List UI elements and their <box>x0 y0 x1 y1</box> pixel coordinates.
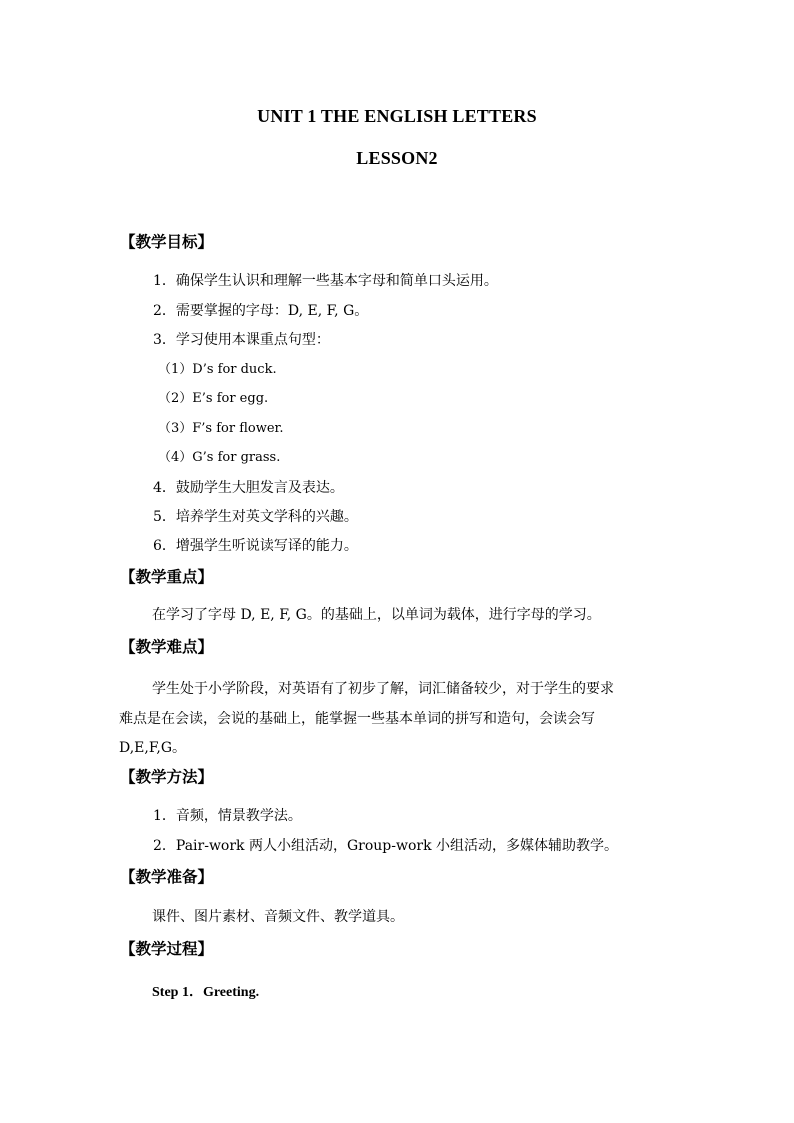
methods-heading: 【教学方法】 <box>120 768 214 786</box>
objective-item: 1．确保学生认识和理解一些基本字母和简单口头运用。 <box>153 273 498 289</box>
sentence-pattern-item: （3）F’s for flower. <box>158 421 284 436</box>
sentence-pattern-item: （2）E’s for egg. <box>158 391 269 406</box>
objective-item: 2．需要掌握的字母：D, E, F, G。 <box>153 303 369 319</box>
difficulties-line: 难点是在会读，会说的基础上，能掌握一些基本单词的拼写和造句，会读会写 <box>119 711 595 727</box>
objectives-heading: 【教学目标】 <box>120 233 214 251</box>
method-item: 1．音频，情景教学法。 <box>153 808 302 824</box>
method-item: 2．Pair-work 两人小组活动，Group-work 小组活动，多媒体辅助教学。 <box>153 838 619 854</box>
document-title: UNIT 1 THE ENGLISH LETTERS <box>257 106 537 126</box>
lesson-subtitle: LESSON2 <box>356 148 438 168</box>
objective-item: 5．培养学生对英文学科的兴趣。 <box>153 509 358 525</box>
preparation-heading: 【教学准备】 <box>120 868 214 886</box>
difficulties-line: 学生处于小学阶段，对英语有了初步了解，词汇储备较少，对于学生的要求 <box>152 681 614 697</box>
difficulties-heading: 【教学难点】 <box>120 638 214 656</box>
sentence-pattern-item: （1）D’s for duck. <box>158 362 277 377</box>
key-points-heading: 【教学重点】 <box>120 568 214 586</box>
objective-item: 6．增强学生听说读写译的能力。 <box>153 538 358 554</box>
preparation-text: 课件、图片素材、音频文件、教学道具。 <box>152 909 404 925</box>
key-points-text: 在学习了字母 D, E, F, G。的基础上，以单词为载体，进行字母的学习。 <box>152 607 601 623</box>
sentence-pattern-item: （4）G’s for grass. <box>158 450 281 465</box>
objective-item: 4．鼓励学生大胆发言及表达。 <box>153 480 344 496</box>
step-1-label: Step 1．Greeting. <box>152 985 260 1000</box>
process-heading: 【教学过程】 <box>120 940 214 958</box>
objective-item: 3．学习使用本课重点句型： <box>153 332 330 348</box>
difficulties-line: D,E,F,G。 <box>119 740 187 756</box>
